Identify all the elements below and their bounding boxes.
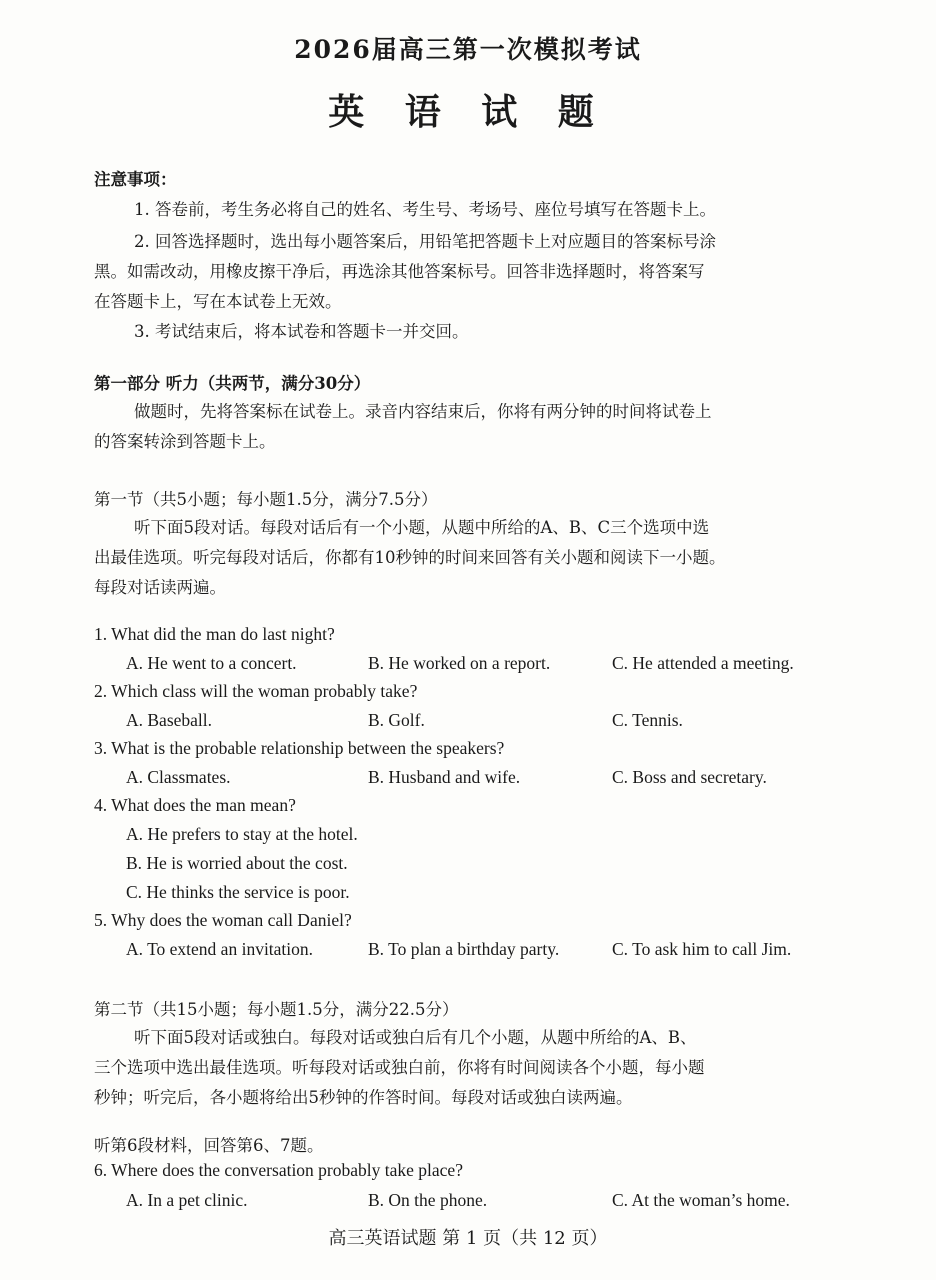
section2-intro-line-3: 秒钟；听完后，各小题将给出5秒钟的作答时间。每段对话或独白读两遍。: [94, 1088, 633, 1107]
notice-item-2-line-2: 黑。如需改动，用橡皮擦干净后，再选涂其他答案标号。回答非选择题时，将答案写: [94, 262, 705, 281]
notice-item-2: 2. 回答选择题时，选出每小题答案后，用铅笔把答题卡上对应题目的答案标号涂: [134, 232, 716, 251]
question-5-option-b: B. To plan a birthday party.: [368, 939, 560, 959]
section1-title: 第一节（共5小题；每小题1.5分，满分7.5分）: [94, 490, 438, 509]
question-3-option-b: B. Husband and wife.: [368, 767, 521, 787]
question-1-option-a: A. He went to a concert.: [126, 653, 297, 673]
question-5-option-c: C. To ask him to call Jim.: [612, 939, 792, 959]
question-6-option-b: B. On the phone.: [368, 1190, 488, 1210]
notice-item-3: 3. 考试结束后，将本试卷和答题卡一并交回。: [134, 322, 469, 341]
question-4-option-c: C. He thinks the service is poor.: [126, 882, 350, 902]
material-instruction: 听第6段材料，回答第6、7题。: [94, 1136, 324, 1155]
notice-item-2-line-3: 在答题卡上，写在本试卷上无效。: [94, 292, 342, 311]
subject-title: 英 语 试 题: [328, 91, 608, 133]
section1-intro: 听下面5段对话。每段对话后有一个小题，从题中所给的A、B、C三个选项中选: [134, 518, 710, 537]
question-3-stem: 3. What is the probable relationship between the speakers?: [94, 738, 505, 758]
question-6-stem: 6. Where does the conversation probably take place?: [94, 1160, 463, 1180]
question-4-option-b: B. He is worried about the cost.: [126, 853, 348, 873]
question-2-option-c: C. Tennis.: [612, 710, 683, 730]
question-2-option-b: B. Golf.: [368, 710, 425, 730]
section1-intro-line-2: 出最佳选项。听完每段对话后，你都有10秒钟的时间来回答有关小题和阅读下一小题。: [94, 548, 726, 567]
part1-title: 第一部分 听力（共两节，满分30分）: [94, 374, 371, 393]
section1-intro-line-3: 每段对话读两遍。: [94, 578, 226, 597]
question-3-option-c: C. Boss and secretary.: [612, 767, 767, 787]
section2-intro-line-2: 三个选项中选出最佳选项。听每段对话或独白前，你将有时间阅读各个小题，每小题: [94, 1058, 705, 1077]
part1-intro-line-2: 的答案转涂到答题卡上。: [94, 432, 276, 451]
question-3-option-a: A. Classmates.: [126, 767, 231, 787]
question-1-stem: 1. What did the man do last night?: [94, 624, 335, 644]
question-6-option-a: A. In a pet clinic.: [126, 1190, 248, 1210]
notice-item-1: 1. 答卷前，考生务必将自己的姓名、考生号、考场号、座位号填写在答题卡上。: [134, 200, 716, 219]
section2-title: 第二节（共15小题；每小题1.5分，满分22.5分）: [94, 1000, 459, 1019]
question-1-option-c: C. He attended a meeting.: [612, 653, 794, 673]
part1-intro: 做题时，先将答案标在试卷上。录音内容结束后，你将有两分钟的时间将试卷上: [134, 402, 712, 421]
question-2-option-a: A. Baseball.: [126, 710, 213, 730]
question-1-option-b: B. He worked on a report.: [368, 653, 551, 673]
question-4-stem: 4. What does the man mean?: [94, 795, 296, 815]
question-6-option-c: C. At the woman’s home.: [612, 1190, 790, 1210]
section2-intro: 听下面5段对话或独白。每段对话或独白后有几个小题，从题中所给的A、B、: [134, 1028, 697, 1047]
question-5-stem: 5. Why does the woman call Daniel?: [94, 910, 352, 930]
question-2-stem: 2. Which class will the woman probably take?: [94, 681, 418, 701]
notice-title: 注意事项：: [94, 170, 177, 189]
page-footer: 高三英语试题 第 1 页（共 12 页）: [328, 1228, 608, 1249]
question-5-option-a: A. To extend an invitation.: [126, 939, 314, 959]
exam-title: 2026届高三第一次模拟考试: [294, 35, 642, 64]
question-4-option-a: A. He prefers to stay at the hotel.: [126, 824, 358, 844]
